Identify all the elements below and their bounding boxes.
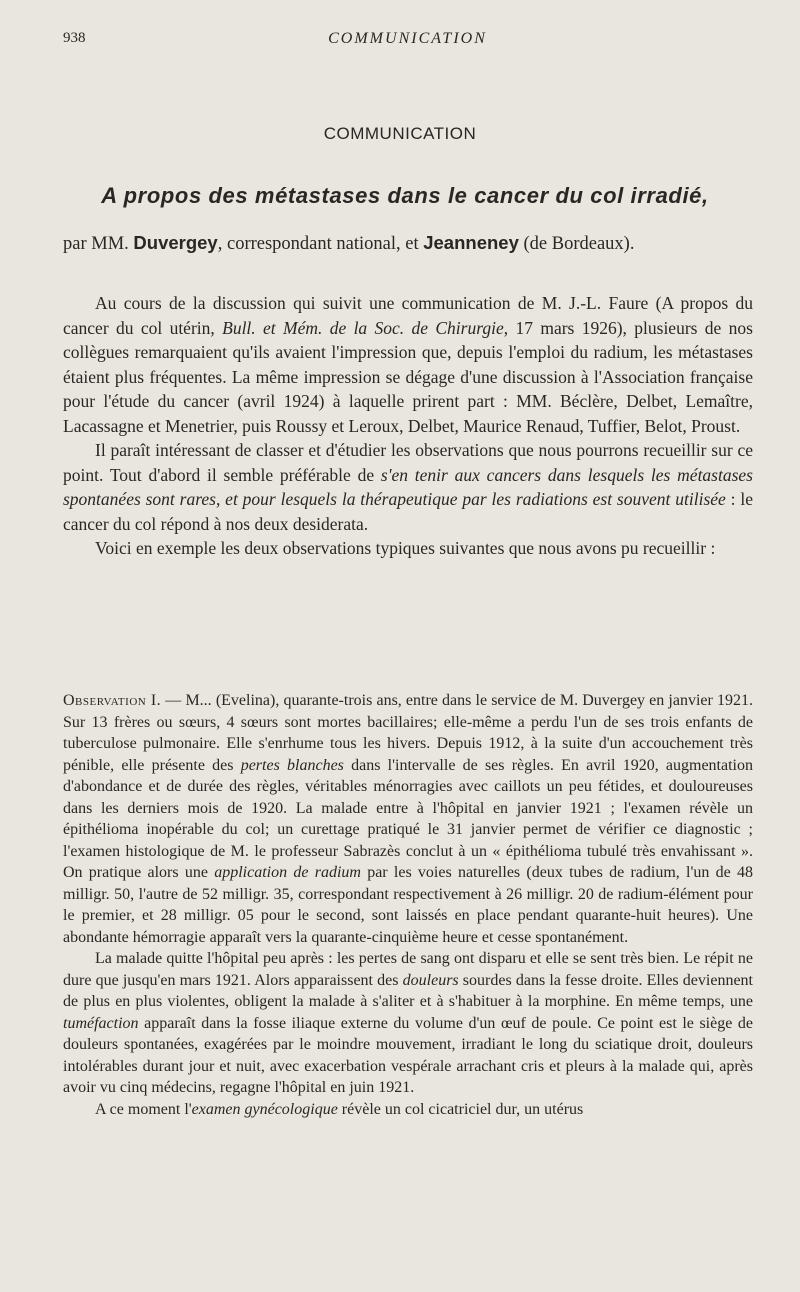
followup-text-c: apparaît dans la fosse iliaque externe du volume d'un œuf de poule. Ce point est le siège de douleurs spontanées, exagérées par le moindre mouvement, irradiant le long du sciatique droit, douleurs intolérables durant jour et nuit, avec exacerbation vespérale arrachant cris et pleurs à la malade qui, après avoir vu cinq médecins, regagne l'hôpital en juin 1921. (63, 1014, 753, 1096)
observation-text-c: par les voies naturelles (deux tubes de radium, l'un de 48 milligr. 50, l'autre de 52 milligr. 35, correspondant respectivement à 26 milligr. 20 de radium-élément pour le premier, et 28 milligr. 05 pour le second, sont laissés en place pendant quarante-huit heures). Une abondante hémorragie apparaît vers la quarante-cinquième heure et cesse spontanément. (63, 864, 754, 946)
followup-text-a: La malade quitte l'hôpital peu après : les pertes de sang ont disparu et elle se sent très bien. Le répit ne dure que jusqu'en mars 1921. Alors apparaissent des (63, 950, 753, 989)
paragraph-intro-text-a: Au cours de la discussion qui suivit une communication de M. J.-L. Faure (A propos du cancer du col utérin, (63, 293, 753, 338)
followup-emphasis-2: tuméfaction (63, 1014, 139, 1032)
last-emphasis: examen gynécologique (191, 1100, 338, 1118)
running-header (63, 30, 752, 52)
last-text-b: révèle un col cicatriciel dur, un utérus (337, 1100, 584, 1118)
paragraph-intro (63, 291, 753, 438)
paragraph-purpose-text-b: : le cancer du col répond à nos deux desiderata. (63, 489, 754, 534)
section-title: COMMUNICATION (323, 124, 477, 143)
observation-emphasis-2: application de radium (214, 864, 361, 881)
article-title: A propos des métastases dans le cancer du col irradié, (101, 183, 709, 208)
observation-one (63, 690, 753, 948)
observation-text-a: — M... (Evelina), quarante-trois ans, entre dans le service de M. Duvergey en janvier 1921. Sur 13 frères ou sœurs, 4 sœurs sont mortes bacillaires; elle-même a perdu l'un de ses trois enfants de tuberculose pulmonaire. Elle s'enrhume tous les hivers. Depuis 1912, à la suite d'un accouchement très pénible, elle présente des (63, 692, 753, 774)
observation-emphasis-1: pertes blanches (240, 756, 344, 774)
journal-citation: Bull. et Mém. de la Soc. de Chirurgie (222, 317, 504, 338)
observation-label: Observation I. (63, 692, 162, 709)
paragraph-followup (63, 948, 753, 1099)
paragraph-last (63, 1099, 753, 1121)
authors-middle: , correspondant national, et (217, 234, 424, 254)
authors-line (63, 232, 755, 255)
page-number: 938 (63, 30, 86, 46)
observation-block (63, 690, 753, 1120)
followup-text-b: sourdes dans la fesse droite. Elles deviennent de plus en plus violentes, obligent la malade à s'aliter et à s'habituer à la morphine. En même temps, une (63, 971, 753, 1010)
paragraph-example: Voici en exemple les deux observations typiques suivantes que nous avons pu recueillir : (95, 538, 716, 558)
authors-prefix: par MM. (63, 234, 134, 254)
paragraph-purpose-emphasis: s'en tenir aux cancers dans lesquels les métastases spontanées sont rares, et pour lesquels la thérapeutique par les radiations est souvent utilisée (63, 464, 753, 509)
observation-text-b: dans l'intervalle de ses règles. En avril 1920, augmentation d'abondance et de durée des règles, véritables ménorragies avec caillots un peu fétides, et douloureuses dans les derniers mois de 1920. La malade entre à l'hôpital en janvier 1921 ; l'examen révèle un épithélioma inopérable du col; un curettage pratiqué le 31 janvier permet de vérifier ce diagnostic ; l'examen histologique de M. le professeur Sabrazès conclut à un « épithélioma tubulé très envahissant ». On pratique alors une (63, 756, 753, 881)
authors-suffix: (de Bordeaux). (518, 234, 635, 254)
running-title: COMMUNICATION (328, 30, 487, 47)
last-text-a: A ce moment l' (95, 1100, 192, 1118)
author-jeanneney: Jeanneney (423, 232, 519, 253)
paragraph-purpose (63, 438, 753, 536)
followup-emphasis-1: douleurs (402, 971, 459, 989)
paragraph-intro-text-b: , 17 mars 1926), plusieurs de nos collègues remarquaient qu'ils avaient l'impression que, depuis l'emploi du radium, les métastases étaient plus fréquentes. La même impression se dégage d'une discussion à l'Association française pour l'étude du cancer (avril 1924) à laquelle prirent part : MM. Béclère, Delbet, Lemaître, Lacassagne et Menetrier, puis Roussy et Leroux, Delbet, Maurice Renaud, Tuffier, Belot, Proust. (63, 317, 753, 436)
author-duvergey: Duvergey (133, 232, 218, 253)
main-text (63, 291, 753, 561)
paragraph-purpose-text-a: Il paraît intéressant de classer et d'étudier les observations que nous pourrons recueillir sur ce point. Tout d'abord il semble préférable de (63, 440, 753, 485)
